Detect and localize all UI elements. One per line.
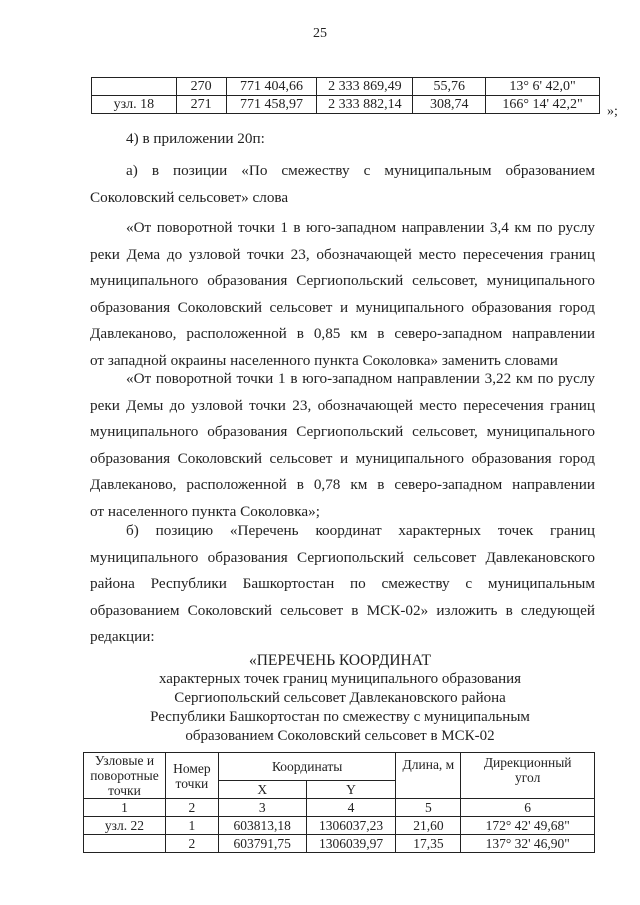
table-cell: 271 <box>176 96 226 114</box>
table-cell: 13° 6' 42,0" <box>486 78 600 96</box>
header-y: Y <box>306 780 396 798</box>
page-number: 25 <box>313 26 327 41</box>
header-text: поворотные <box>90 768 159 783</box>
table-cell: 771 458,97 <box>226 96 317 114</box>
header-text: точки <box>108 783 141 798</box>
text-line: муниципального образования Сергиопольский сельсовет Давлекановского <box>90 548 595 566</box>
column-number: 2 <box>165 799 218 817</box>
header-text: угол <box>515 770 541 785</box>
table-cell: 603791,75 <box>218 835 306 853</box>
text-line: «От поворотной точки 1 в юго-западном направлении 3,4 км по руслу <box>126 219 595 236</box>
table-cell <box>92 78 177 96</box>
heading-line: характерных точек границ муниципального образования <box>158 671 522 687</box>
text-line: реки Дема до узловой точки 23, обозначающей место пересечения границ <box>90 245 595 263</box>
column-numbers-row <box>84 799 595 817</box>
table-closing-mark: »; <box>607 104 618 119</box>
text-line: Давлеканово, расположенной в 0,78 км в северо-западном направлении <box>90 476 595 493</box>
table-cell: 2 <box>165 835 218 853</box>
paragraph-item-b <box>90 518 595 651</box>
table-cell <box>84 835 166 853</box>
table-row <box>92 78 600 96</box>
text-line: «От поворотной точки 1 в юго-западном направлении 3,22 км по руслу <box>126 370 595 387</box>
column-number: 6 <box>461 799 595 817</box>
heading-line: Республики Башкортостан по смежеству с муниципальным <box>150 709 530 725</box>
coordinates-table <box>83 752 595 853</box>
text-line: образованием Соколовский сельсовет в МСК-02» изложить в следующей <box>90 601 595 619</box>
table-cell: 17,35 <box>396 835 461 853</box>
header-point-number <box>165 753 218 799</box>
table-cell: 2 333 869,49 <box>317 78 413 96</box>
text-line: Соколовский сельсовет» слова <box>90 188 289 206</box>
heading-line: Сергиопольский сельсовет Давлекановского района <box>174 690 506 706</box>
table-cell: 771 404,66 <box>226 78 317 96</box>
heading-line: образованием Соколовский сельсовет в МСК-02 <box>185 728 495 744</box>
header-text: Номер <box>173 760 211 776</box>
table-cell: 270 <box>176 78 226 96</box>
table-cell: узл. 22 <box>84 817 166 835</box>
heading-title: «ПЕРЕЧЕНЬ КООРДИНАТ <box>248 652 432 669</box>
table-cell: 1 <box>165 817 218 835</box>
text-line: б) позицию «Перечень координат характерных точек границ <box>126 522 595 539</box>
table-cell: 55,76 <box>413 78 486 96</box>
quoted-new-text <box>90 366 595 525</box>
column-number: 4 <box>306 799 396 817</box>
table-row <box>84 817 595 835</box>
table-cell: 603813,18 <box>218 817 306 835</box>
table-cell: узл. 18 <box>92 96 177 114</box>
table-row <box>92 96 600 114</box>
header-text: Узловые и <box>94 753 155 768</box>
header-text: точки <box>175 775 209 791</box>
list-heading <box>80 651 600 746</box>
table-row <box>84 835 595 853</box>
paragraph-item-a <box>90 158 595 211</box>
text-line: от западной окраины населенного пункта Соколовка» заменить словами <box>90 351 558 369</box>
text-line: а) в позиции «По смежеству с муниципальным образованием <box>126 162 595 179</box>
column-number: 5 <box>396 799 461 817</box>
paragraph-item-4 <box>90 126 595 153</box>
table-cell: 137° 32' 46,90" <box>461 835 595 853</box>
text-line: муниципального образования Сергиопольский сельсовет, муниципального <box>90 423 595 440</box>
text-line: образования Соколовский сельсовет и муниципального образования город <box>90 449 595 467</box>
header-text: Дирекционный <box>483 755 572 770</box>
text-line: образования Соколовский сельсовет и муниципального образования город <box>90 298 595 316</box>
text-line: реки Демы до узловой точки 23, обозначающей место пересечения границ <box>90 396 595 414</box>
column-number: 3 <box>218 799 306 817</box>
header-x: X <box>218 780 306 798</box>
header-length: Длина, м <box>396 753 461 799</box>
text-line: Давлеканово, расположенной в 0,85 км в северо-западном направлении <box>90 325 595 342</box>
table-cell: 172° 42' 49,68" <box>461 817 595 835</box>
table-cell: 21,60 <box>396 817 461 835</box>
top-coordinates-table <box>91 77 600 114</box>
table-cell: 1306039,97 <box>306 835 396 853</box>
column-number: 1 <box>84 799 166 817</box>
header-nodes <box>84 753 166 799</box>
table-cell: 2 333 882,14 <box>317 96 413 114</box>
text-line: редакции: <box>90 628 155 645</box>
text-line: 4) в приложении 20п: <box>126 130 265 147</box>
table-header-row <box>84 753 595 781</box>
text-line: района Республики Башкортостан по смежеству с муниципальным <box>90 575 595 592</box>
table-cell: 166° 14' 42,2" <box>486 96 600 114</box>
text-line: муниципального образования Сергиопольский сельсовет, муниципального <box>90 272 595 289</box>
table-cell: 308,74 <box>413 96 486 114</box>
header-angle <box>461 753 595 799</box>
quoted-old-text <box>90 215 595 374</box>
header-coordinates: Координаты <box>218 753 396 781</box>
table-cell: 1306037,23 <box>306 817 396 835</box>
text-line: от населенного пункта Соколовка»; <box>90 502 320 520</box>
